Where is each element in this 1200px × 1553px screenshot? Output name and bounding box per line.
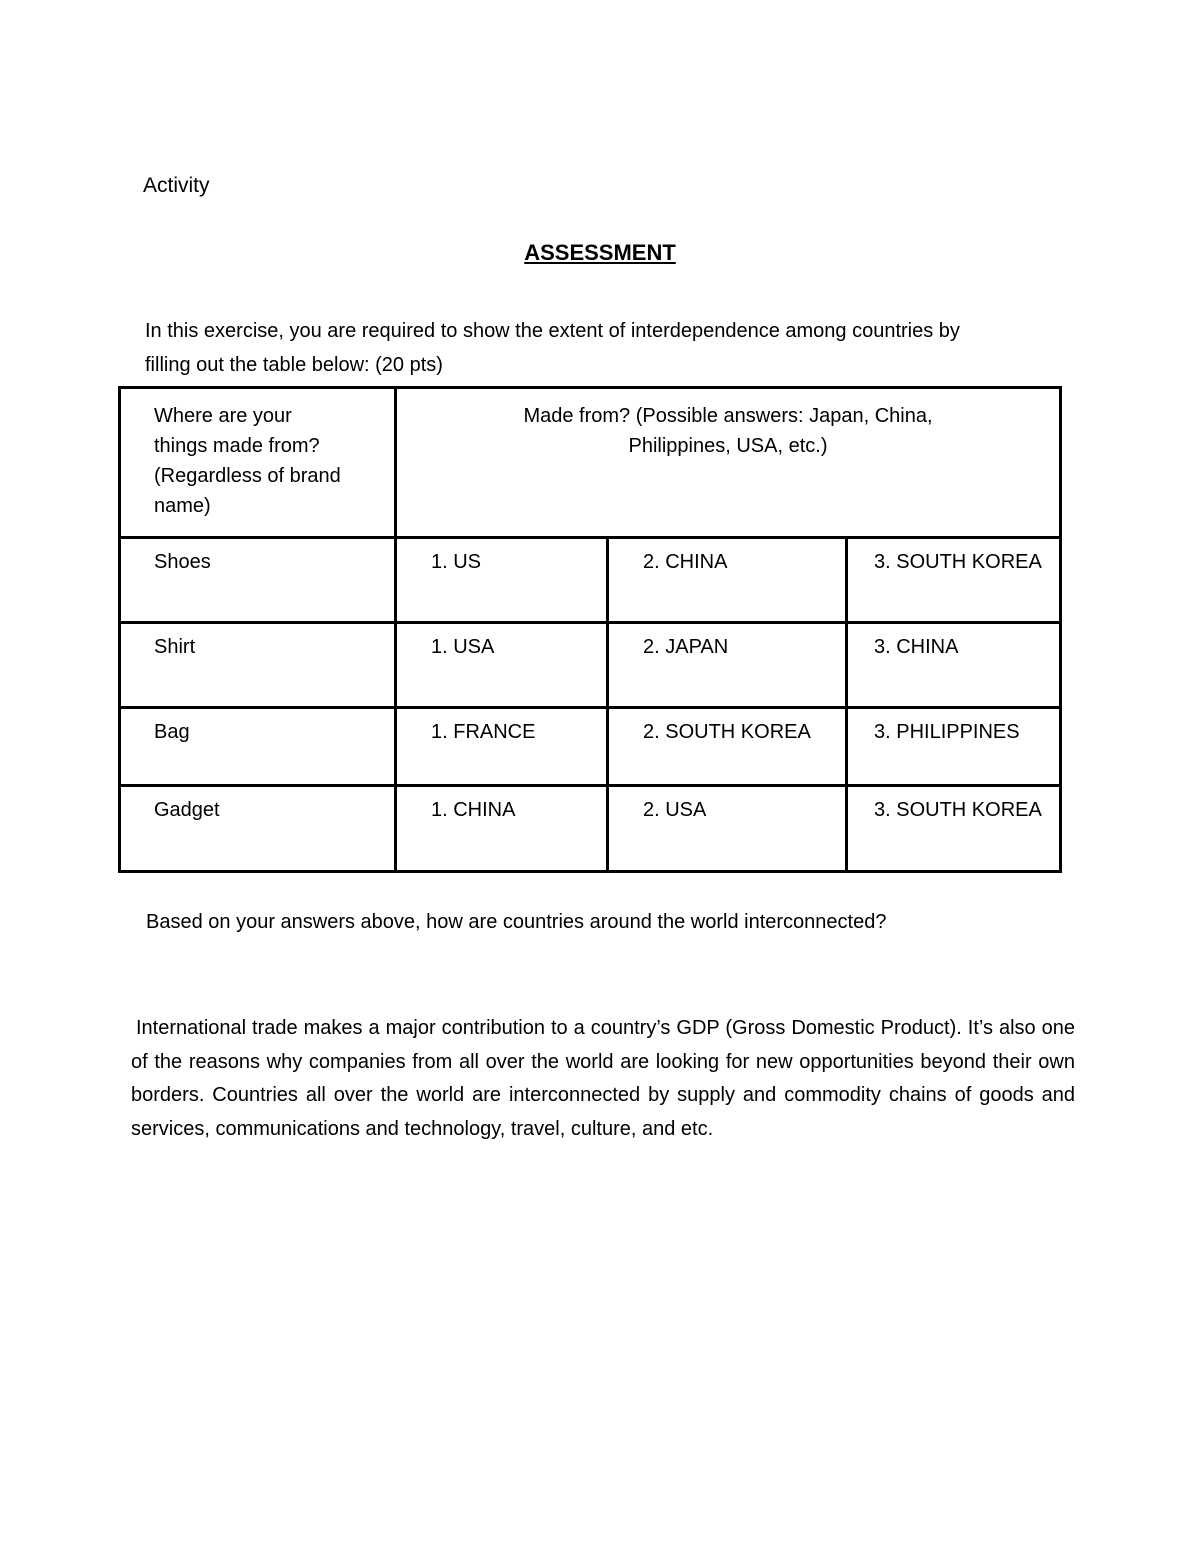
- header-right-line: Made from? (Possible answers: Japan, China,: [523, 405, 933, 427]
- item-cell: Shirt: [120, 623, 396, 708]
- header-cell-origin: [396, 388, 1061, 538]
- origin-cell: 1. CHINA: [396, 786, 608, 872]
- origin-cell: 3. PHILIPPINES: [847, 708, 1061, 786]
- origin-cell: 1. USA: [396, 623, 608, 708]
- header-left-line: name): [154, 495, 211, 517]
- origin-cell: 2. USA: [608, 786, 847, 872]
- table-row: [120, 708, 1061, 786]
- table-row: [120, 538, 1061, 623]
- origin-cell: 1. US: [396, 538, 608, 623]
- question-text: Based on your answers above, how are countries around the world interconnected?: [146, 911, 887, 933]
- header-left-line: things made from?: [154, 435, 320, 457]
- item-cell: Shoes: [120, 538, 396, 623]
- activity-label: Activity: [143, 174, 210, 197]
- origin-cell: 3. SOUTH KOREA: [847, 786, 1061, 872]
- instructions-line-1: In this exercise, you are required to show the extent of interdependence among countries by: [145, 320, 960, 342]
- item-cell: Bag: [120, 708, 396, 786]
- answer-paragraph: International trade makes a major contribution to a country’s GDP (Gross Domestic Product). It’s also one of the reasons why companies from all over the world are looking for new opportunities beyond their own borders. Countries all over the world are interconnected by supply and commodity chains of goods and services, communications and technology, travel, culture, and etc.: [131, 1017, 1075, 1140]
- header-cell-item: [120, 388, 396, 538]
- origin-cell: 2. JAPAN: [608, 623, 847, 708]
- header-left-line: Where are your: [154, 405, 292, 427]
- page-title: ASSESSMENT: [524, 240, 676, 265]
- table-row: [120, 623, 1061, 708]
- table-header-row: [120, 388, 1061, 538]
- origin-cell: 2. CHINA: [608, 538, 847, 623]
- item-cell: Gadget: [120, 786, 396, 872]
- header-left-line: (Regardless of brand: [154, 465, 341, 487]
- origin-cell: 3. SOUTH KOREA: [847, 538, 1061, 623]
- origin-table: [118, 386, 1062, 873]
- table-row: [120, 786, 1061, 872]
- origin-cell: 3. CHINA: [847, 623, 1061, 708]
- header-right-line: Philippines, USA, etc.): [628, 435, 828, 457]
- origin-cell: 1. FRANCE: [396, 708, 608, 786]
- instructions-line-2: filling out the table below: (20 pts): [145, 354, 443, 376]
- origin-cell: 2. SOUTH KOREA: [608, 708, 847, 786]
